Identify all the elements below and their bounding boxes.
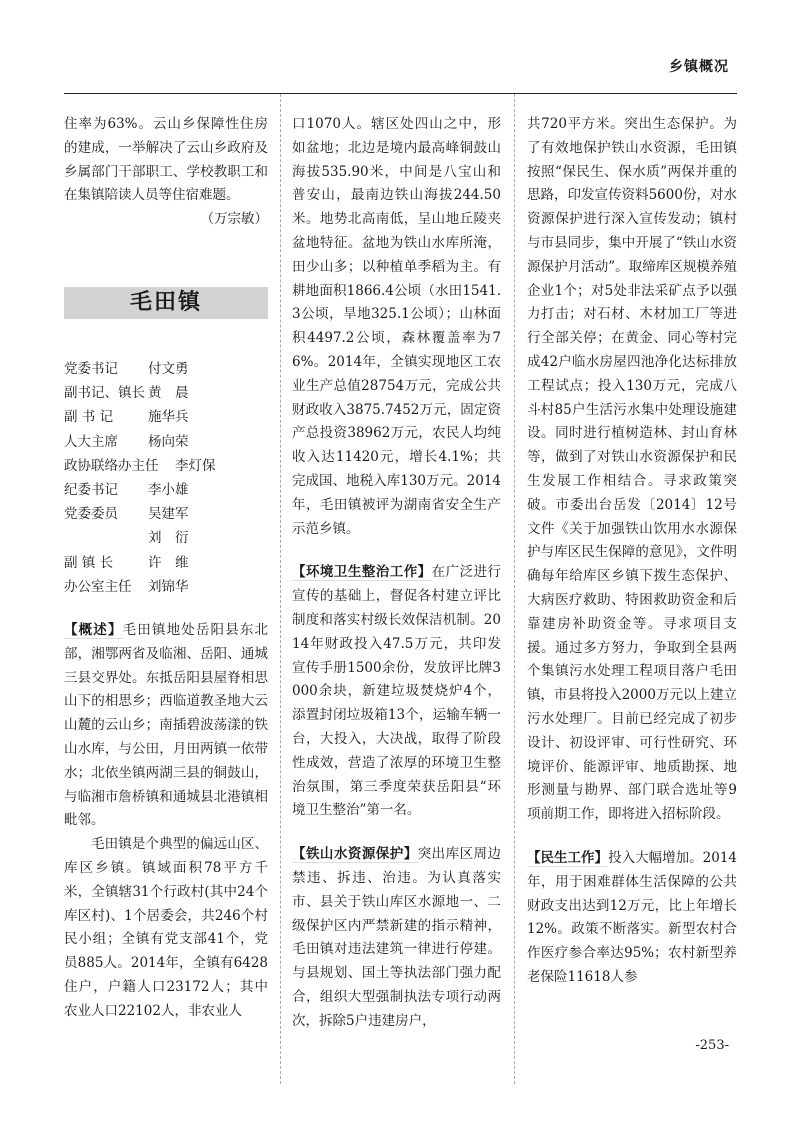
- official-role: 党委书记: [64, 360, 118, 377]
- official-name: 付文勇: [148, 360, 189, 377]
- official-row: [64, 551, 268, 575]
- author-credit: （万宗敏）: [200, 211, 268, 228]
- official-role: 党委委员: [64, 506, 118, 523]
- body-paragraph: 毛田镇是个典型的偏远山区、库区乡镇。镇域面积78平方千米，全镇辖31个行政村(其中24个库区村)、1个居委会，共246个村民小组；全镇有党支部41个，党员885人。2014年，全镇有6428住户，户籍人口23172人；其中农业人口22102人，非农业人: [64, 836, 268, 1019]
- official-name: 施华兵: [148, 409, 189, 426]
- environment-paragraph: [292, 561, 501, 823]
- overview-text: 毛田镇地处岳阳县东北部，湘鄂两省及临湘、岳阳、通城三县交界处。东抵岳阳县屋脊相思山下的相思乡；西临道教圣地大云山麓的云山乡；南插碧波荡漾的铁山水库，与公田，月田两镇一依带水；北依坐镇两湖三县的铜鼓山，与临湘市詹桥镇和通城县北港镇相毗邻。: [64, 622, 269, 829]
- intro-paragraph: 住率为63%。云山乡保障性住房的建成，一举解决了云山乡政府及乡属部门干部职工、学校教职工和在集镇陪读人员等住宿难题。: [64, 116, 268, 204]
- body-paragraph: 共720平方米。突出生态保护。为了有效地保护铁山水资源，毛田镇按照“保民生、保水质”两保并重的思路，印发宣传资料5600份，对水资源保护进行深入宣传发动；镇村与市县同步，集中开展了“铁山水资源保护月活动”。取缔库区规模养殖企业1个；对5处非法采矿点予以强力打击；对石材、木材加工厂等进行全部关停；在黄金、同心等村完成42户临水房屋四池净化达标排放工程试点；投入130万元，完成八斗村85户生活污水集中处理设施建设。同时进行植树造林、封山育林等，做到了对铁山水资源保护和民生发展工作相结合。寻求政策突破。市委出台岳发〔2014〕12号文件《关于加强铁山饮用水水源保护与库区民生保障的意见》，文件明确每年给库区乡镇下拨生态保护、大病医疗救助、特困救助资金和后靠建房补助资金等。寻求项目支援。通过多方努力，争取到全县两个集镇污水处理工程项目落户毛田镇，市县将投入2000万元以上建立污水处理厂。目前已经完成了初步设计、初设评审、可行性研究、环境评价、能源评审、地质勘探、地形测量与勘界、部门联合选址等9项前期工作，即将进入招标阶段。: [527, 116, 737, 823]
- livelihood-label: 【民生工作】: [527, 849, 609, 866]
- environment-text: 在广泛进行宣传的基础上，督促各村建立评比制度和落实村级长效保洁机制。2014年财政投入47.5万元，共印发宣传手册1500余份，发放评比牌3000余块，新建垃圾焚烧炉4个，添置封闭垃圾箱13个，运输车辆一台，大投入，大决战，取得了阶段性成效，营造了浓厚的环境卫生整治氛围，第三季度荣获岳阳县“环境卫生整治”第一名。: [292, 564, 502, 819]
- official-role: 人大主席: [64, 433, 118, 450]
- official-role: 副书记、镇长: [64, 385, 145, 402]
- water-protection-label: 【铁山水资源保护】: [292, 846, 418, 863]
- body-paragraph: 口1070人。辖区处四山之中，形如盆地；北边是境内最高峰铜鼓山海拔535.90米，中间是八宝山和普安山，最南边铁山海拔244.50米。地势北高南低，呈山地丘陵夹盆地特征。盆地为铁山水库所淹，田少山多；以种植单季稻为主。有耕地面积1866.4公顷（水田1541.3公顷，旱地325.1公顷）；山林面积4497.2公顷，森林覆盖率为76%。2014年，全镇实现地区工农业生产总值28754万元，完成公共财政收入3875.7452万元，固定资产总投资38962万元，农民人均纯收入达11420元，增长4.1%；共完成国、地税入库130万元。2014年，毛田镇被评为湖南省安全生产示范乡镇。: [292, 116, 501, 537]
- official-row: [64, 454, 268, 478]
- section-title: 毛田镇: [64, 287, 268, 319]
- header-rule: [64, 93, 737, 94]
- official-name: 李灯保: [175, 457, 216, 474]
- running-header-title: 乡镇概况: [669, 59, 729, 75]
- column-3: [527, 113, 737, 990]
- official-row: [64, 405, 268, 429]
- official-name: 刘锦华: [148, 578, 189, 595]
- environment-label: 【环境卫生整治工作】: [292, 564, 432, 581]
- official-role: 纪委书记: [64, 482, 118, 498]
- official-role: 副 镇 长: [64, 554, 114, 571]
- page-number: -253-: [695, 1038, 729, 1053]
- livelihood-paragraph: [527, 847, 737, 990]
- official-name: 黄 晨: [148, 385, 189, 402]
- overview-paragraph: [64, 619, 268, 833]
- official-row: [64, 357, 268, 381]
- official-row: [64, 526, 268, 550]
- official-row: [64, 381, 268, 405]
- water-protection-paragraph: [292, 843, 501, 1033]
- official-name: 许 维: [148, 554, 189, 571]
- livelihood-text: 投入大幅增加。2014年，用于困难群体生活保障的公共财政支出达到12万元，比上年增长12%。政策不断落实。新型农村合作医疗参合率达95%；农村新型养老保险11618人参: [527, 849, 738, 985]
- official-row: [64, 430, 268, 454]
- water-protection-text: 突出库区周边禁违、拆违、治违。为认真落实市、县关于铁山库区水源地一、二级保护区内严禁新建的指示精神，毛田镇对违法建筑一律进行停建。与县规划、国土等执法部门强力配合，组织大型强制执法专项行动两次，拆除5户违建房户，: [292, 846, 502, 1029]
- officials-list: [64, 357, 268, 599]
- official-name: 刘 衍: [148, 530, 189, 547]
- column-divider: [514, 94, 515, 1084]
- official-row: [64, 478, 268, 502]
- overview-label: 【概述】: [64, 622, 123, 639]
- official-row: [64, 502, 268, 526]
- official-row: [64, 575, 268, 599]
- official-name: 杨向荣: [148, 433, 189, 450]
- official-role: 政协联络办主任: [64, 457, 159, 474]
- official-role: [64, 526, 148, 550]
- official-name: 李小雄: [148, 482, 189, 498]
- column-divider: [280, 94, 281, 1084]
- column-2: [292, 113, 501, 1033]
- official-role: 办公室主任: [64, 578, 132, 595]
- column-1: [64, 113, 268, 1024]
- official-name: 吴建军: [148, 506, 189, 523]
- official-role: 副 书 记: [64, 409, 114, 426]
